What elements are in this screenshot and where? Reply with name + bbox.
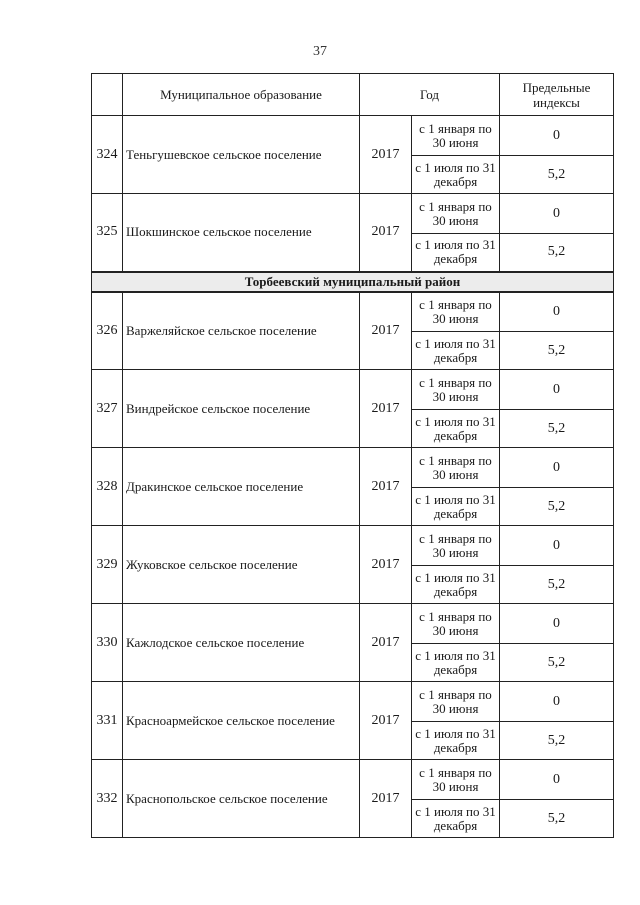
year-cell: 2017	[360, 194, 412, 272]
period-cell: с 1 января по 30 июня	[412, 760, 500, 800]
period-cell: с 1 января по 30 июня	[412, 448, 500, 488]
index-value: 5,2	[500, 234, 614, 272]
table-row	[92, 682, 614, 722]
municipality-name: Варжеляйское сельское поселение	[123, 292, 360, 370]
period-cell: с 1 июля по 31 декабря	[412, 156, 500, 194]
year-cell: 2017	[360, 448, 412, 526]
year-cell: 2017	[360, 116, 412, 194]
period-cell: с 1 июля по 31 декабря	[412, 566, 500, 604]
index-value: 0	[500, 292, 614, 332]
index-value: 5,2	[500, 566, 614, 604]
period-cell: с 1 июля по 31 декабря	[412, 234, 500, 272]
table-row	[92, 604, 614, 644]
table-row	[92, 116, 614, 156]
period-cell: с 1 июля по 31 декабря	[412, 644, 500, 682]
index-value: 5,2	[500, 800, 614, 838]
table-row	[92, 760, 614, 800]
table-row	[92, 292, 614, 332]
municipality-name: Теньгушевское сельское поселение	[123, 116, 360, 194]
index-value: 5,2	[500, 488, 614, 526]
year-cell: 2017	[360, 604, 412, 682]
table-body	[92, 116, 614, 838]
index-value: 0	[500, 370, 614, 410]
municipality-name: Кажлодское сельское поселение	[123, 604, 360, 682]
year-cell: 2017	[360, 682, 412, 760]
index-value: 0	[500, 194, 614, 234]
index-value: 0	[500, 682, 614, 722]
row-number: 330	[92, 604, 123, 682]
table-row	[92, 370, 614, 410]
period-cell: с 1 июля по 31 декабря	[412, 800, 500, 838]
index-value: 5,2	[500, 410, 614, 448]
year-cell: 2017	[360, 370, 412, 448]
row-number: 332	[92, 760, 123, 838]
year-cell: 2017	[360, 526, 412, 604]
period-cell: с 1 января по 30 июня	[412, 604, 500, 644]
row-number: 324	[92, 116, 123, 194]
table-row	[92, 526, 614, 566]
header-municipality: Муниципальное образование	[123, 74, 360, 116]
period-cell: с 1 июля по 31 декабря	[412, 410, 500, 448]
row-number: 325	[92, 194, 123, 272]
index-value: 0	[500, 116, 614, 156]
table-header-row	[92, 74, 614, 116]
period-cell: с 1 января по 30 июня	[412, 116, 500, 156]
row-number: 331	[92, 682, 123, 760]
period-cell: с 1 июля по 31 декабря	[412, 332, 500, 370]
period-cell: с 1 января по 30 июня	[412, 682, 500, 722]
municipality-name: Жуковское сельское поселение	[123, 526, 360, 604]
period-cell: с 1 июля по 31 декабря	[412, 488, 500, 526]
header-year: Год	[360, 74, 500, 116]
row-number: 327	[92, 370, 123, 448]
year-cell: 2017	[360, 760, 412, 838]
municipality-name: Шокшинское сельское поселение	[123, 194, 360, 272]
row-number: 328	[92, 448, 123, 526]
section-title: Торбеевский муниципальный район	[92, 272, 614, 292]
municipality-name: Краснопольское сельское поселение	[123, 760, 360, 838]
section-row	[92, 272, 614, 292]
row-number: 326	[92, 292, 123, 370]
index-value: 0	[500, 604, 614, 644]
index-value: 5,2	[500, 332, 614, 370]
row-number: 329	[92, 526, 123, 604]
municipality-name: Дракинское сельское поселение	[123, 448, 360, 526]
price-index-table	[91, 73, 614, 838]
index-value: 5,2	[500, 722, 614, 760]
index-value: 0	[500, 448, 614, 488]
index-value: 5,2	[500, 644, 614, 682]
table-row	[92, 448, 614, 488]
header-number-cell	[92, 74, 123, 116]
index-value: 5,2	[500, 156, 614, 194]
period-cell: с 1 января по 30 июня	[412, 370, 500, 410]
municipality-name: Красноармейское сельское поселение	[123, 682, 360, 760]
period-cell: с 1 июля по 31 декабря	[412, 722, 500, 760]
period-cell: с 1 января по 30 июня	[412, 526, 500, 566]
index-value: 0	[500, 760, 614, 800]
period-cell: с 1 января по 30 июня	[412, 292, 500, 332]
municipality-name: Виндрейское сельское поселение	[123, 370, 360, 448]
table-row	[92, 194, 614, 234]
page-number: 37	[313, 44, 327, 59]
period-cell: с 1 января по 30 июня	[412, 194, 500, 234]
index-value: 0	[500, 526, 614, 566]
year-cell: 2017	[360, 292, 412, 370]
header-limit-indexes: Предельные индексы	[500, 74, 614, 116]
